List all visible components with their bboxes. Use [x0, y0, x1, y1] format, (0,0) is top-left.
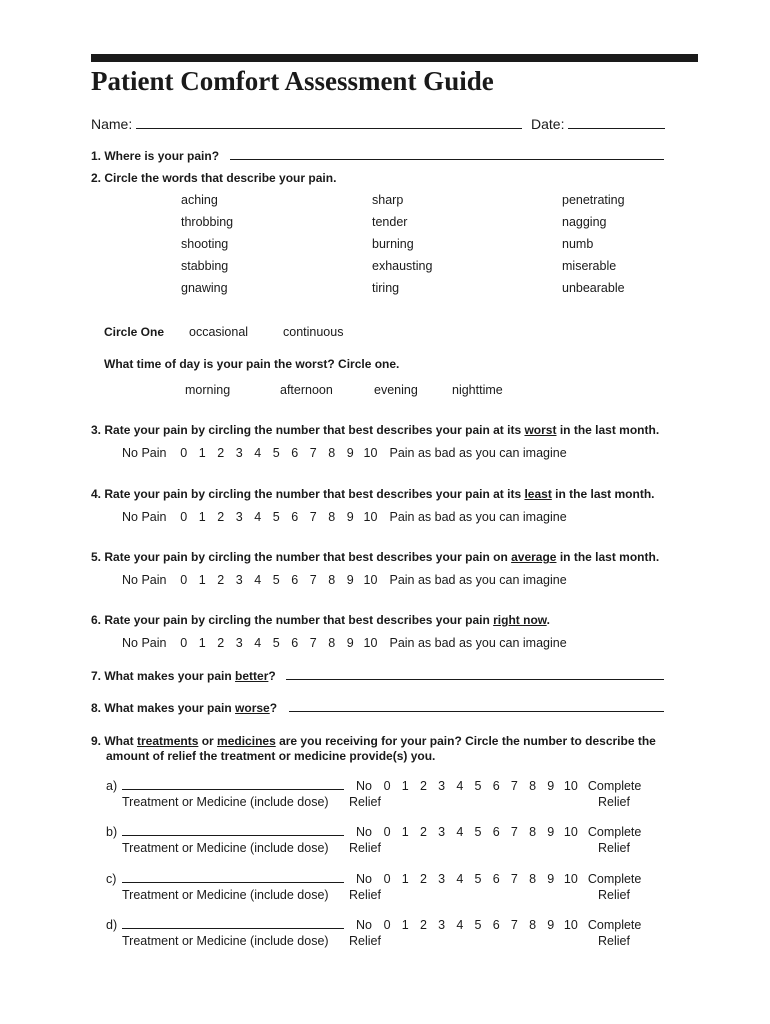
- rating-number: 3.: [91, 423, 102, 437]
- relief-complete-label: Complete: [587, 825, 642, 839]
- relief-left-label: Relief: [349, 795, 381, 809]
- scale-number[interactable]: 8: [328, 446, 336, 460]
- scale-number[interactable]: 1: [198, 573, 206, 587]
- relief-left-label: Relief: [349, 841, 381, 855]
- circle-one-label: Circle One: [104, 325, 165, 339]
- scale-number[interactable]: 4: [254, 510, 262, 524]
- scale-number[interactable]: 2: [217, 446, 225, 460]
- relief-number[interactable]: 6: [492, 872, 500, 886]
- rating-number: 6.: [91, 613, 102, 627]
- relief-complete-label: Complete: [587, 779, 642, 793]
- treatment-field[interactable]: [122, 835, 344, 836]
- relief-number[interactable]: 4: [456, 918, 464, 932]
- scale-number[interactable]: 5: [272, 446, 280, 460]
- rating-prefix: Rate your pain by circling the number that best describes your pain: [104, 613, 490, 627]
- relief-number[interactable]: 0: [383, 779, 391, 793]
- rating-scale: [122, 445, 567, 461]
- relief-number[interactable]: 3: [438, 918, 446, 932]
- relief-number[interactable]: 2: [419, 918, 427, 932]
- pain-location-field[interactable]: [230, 159, 664, 160]
- relief-number[interactable]: 0: [383, 825, 391, 839]
- rating-scale: [122, 509, 567, 525]
- rating-key: right now: [493, 613, 547, 627]
- scale-high-label: Pain as bad as you can imagine: [389, 510, 567, 524]
- pain-word[interactable]: miserable: [562, 259, 617, 273]
- option-continuous[interactable]: continuous: [283, 325, 344, 339]
- rating-question: [91, 422, 659, 438]
- worse-field[interactable]: [289, 711, 664, 712]
- pain-word[interactable]: burning: [372, 237, 414, 251]
- time-afternoon[interactable]: afternoon: [280, 383, 333, 397]
- scale-number[interactable]: 3: [235, 636, 243, 650]
- relief-number[interactable]: 8: [529, 872, 537, 886]
- relief-number[interactable]: 4: [456, 779, 464, 793]
- rating-suffix: .: [546, 613, 551, 627]
- relief-number[interactable]: 7: [510, 825, 518, 839]
- scale-number[interactable]: 2: [217, 573, 225, 587]
- scale-number[interactable]: 4: [254, 636, 262, 650]
- pain-word[interactable]: gnawing: [181, 281, 228, 295]
- relief-scale: [356, 871, 641, 887]
- relief-number[interactable]: 9: [547, 872, 555, 886]
- relief-no-label: No: [356, 872, 372, 886]
- relief-no-label: No: [356, 779, 372, 793]
- pain-word[interactable]: nagging: [562, 215, 607, 229]
- relief-scale: [356, 917, 641, 933]
- relief-scale: [356, 824, 641, 840]
- scale-number[interactable]: 4: [254, 573, 262, 587]
- relief-number[interactable]: 3: [438, 779, 446, 793]
- scale-number[interactable]: 8: [328, 636, 336, 650]
- relief-number[interactable]: 5: [474, 872, 482, 886]
- pain-word[interactable]: tender: [372, 215, 408, 229]
- treatment-letter: c): [106, 872, 117, 886]
- scale-number[interactable]: 4: [254, 446, 262, 460]
- relief-number[interactable]: 10: [563, 872, 578, 886]
- scale-number[interactable]: 3: [235, 510, 243, 524]
- relief-right-label: Relief: [598, 888, 630, 902]
- scale-number[interactable]: 10: [363, 636, 378, 650]
- time-nighttime[interactable]: nighttime: [452, 383, 503, 397]
- scale-number[interactable]: 5: [272, 636, 280, 650]
- rating-number: 4.: [91, 487, 102, 501]
- scale-number[interactable]: 9: [346, 446, 354, 460]
- relief-number[interactable]: 3: [438, 825, 446, 839]
- rating-mid: at its: [489, 423, 525, 437]
- relief-number[interactable]: 5: [474, 918, 482, 932]
- relief-number[interactable]: 7: [510, 779, 518, 793]
- treatment-sublabel: Treatment or Medicine (include dose): [122, 934, 329, 948]
- relief-number[interactable]: 1: [401, 872, 409, 886]
- relief-number[interactable]: 4: [456, 872, 464, 886]
- pain-word[interactable]: sharp: [372, 193, 404, 207]
- rating-key: least: [524, 487, 552, 501]
- treatment-letter: b): [106, 825, 118, 839]
- scale-low-label: No Pain: [122, 510, 167, 524]
- scale-number[interactable]: 7: [309, 446, 317, 460]
- pain-word[interactable]: unbearable: [562, 281, 625, 295]
- scale-number[interactable]: 7: [309, 573, 317, 587]
- relief-number[interactable]: 6: [492, 779, 500, 793]
- relief-number[interactable]: 5: [474, 825, 482, 839]
- name-label: Name:: [91, 116, 133, 132]
- relief-number[interactable]: 10: [563, 779, 578, 793]
- relief-number[interactable]: 7: [510, 872, 518, 886]
- rating-question: [91, 549, 659, 565]
- scale-number[interactable]: 8: [328, 510, 336, 524]
- treatment-letter: d): [106, 918, 118, 932]
- relief-right-label: Relief: [598, 841, 630, 855]
- relief-number[interactable]: 1: [401, 825, 409, 839]
- treatment-field[interactable]: [122, 928, 344, 929]
- pain-word[interactable]: numb: [562, 237, 594, 251]
- scale-number[interactable]: 7: [309, 636, 317, 650]
- scale-number[interactable]: 2: [217, 636, 225, 650]
- rating-suffix: in the last month.: [551, 487, 655, 501]
- relief-no-label: No: [356, 918, 372, 932]
- scale-number[interactable]: 6: [291, 510, 299, 524]
- rating-number: 5.: [91, 550, 102, 564]
- question-9: 9. What treatments or medicines are you receiving for your pain? Circle the number to describe the: [91, 734, 656, 748]
- scale-number[interactable]: 9: [346, 636, 354, 650]
- rating-prefix: Rate your pain by circling the number that best describes your pain: [104, 550, 490, 564]
- rating-mid: on: [489, 550, 512, 564]
- question-7: 7. What makes your pain better?: [91, 669, 276, 683]
- scale-number[interactable]: 10: [363, 510, 378, 524]
- time-question: What time of day is your pain the worst? Circle one.: [104, 357, 400, 371]
- scale-number[interactable]: 2: [217, 510, 225, 524]
- date-field[interactable]: [568, 128, 665, 129]
- relief-number[interactable]: 2: [419, 872, 427, 886]
- treatment-letter: a): [106, 779, 118, 793]
- treatment-sublabel: Treatment or Medicine (include dose): [122, 888, 329, 902]
- scale-number[interactable]: 10: [363, 573, 378, 587]
- rating-prefix: Rate your pain by circling the number that best describes your pain: [104, 487, 490, 501]
- scale-high-label: Pain as bad as you can imagine: [389, 636, 567, 650]
- scale-number[interactable]: 1: [198, 636, 206, 650]
- relief-no-label: No: [356, 825, 372, 839]
- relief-number[interactable]: 0: [383, 872, 391, 886]
- scale-high-label: Pain as bad as you can imagine: [389, 446, 567, 460]
- question-2: 2. Circle the words that describe your pain.: [91, 171, 337, 185]
- relief-number[interactable]: 1: [401, 779, 409, 793]
- scale-number[interactable]: 0: [180, 446, 188, 460]
- treatment-field[interactable]: [122, 882, 344, 883]
- relief-number[interactable]: 1: [401, 918, 409, 932]
- rating-suffix: in the last month.: [556, 423, 660, 437]
- relief-complete-label: Complete: [587, 872, 642, 886]
- page-title: Patient Comfort Assessment Guide: [91, 66, 494, 96]
- header-rule: [91, 54, 698, 62]
- relief-number[interactable]: 8: [529, 825, 537, 839]
- date-label: Date:: [531, 116, 565, 132]
- relief-number[interactable]: 6: [492, 825, 500, 839]
- scale-number[interactable]: 1: [198, 446, 206, 460]
- relief-right-label: Relief: [598, 934, 630, 948]
- rating-key: average: [511, 550, 557, 564]
- scale-number[interactable]: 0: [180, 573, 188, 587]
- scale-low-label: No Pain: [122, 636, 167, 650]
- relief-number[interactable]: 8: [529, 779, 537, 793]
- relief-number[interactable]: 9: [547, 918, 555, 932]
- relief-number[interactable]: 2: [419, 779, 427, 793]
- scale-number[interactable]: 6: [291, 573, 299, 587]
- relief-number[interactable]: 9: [547, 779, 555, 793]
- pain-word[interactable]: aching: [181, 193, 218, 207]
- relief-scale: [356, 778, 641, 794]
- scale-number[interactable]: 5: [272, 573, 280, 587]
- rating-question: [91, 612, 550, 628]
- relief-number[interactable]: 7: [510, 918, 518, 932]
- relief-number[interactable]: 4: [456, 825, 464, 839]
- scale-number[interactable]: 0: [180, 510, 188, 524]
- rating-scale: [122, 572, 567, 588]
- time-morning[interactable]: morning: [185, 383, 231, 397]
- rating-key: worst: [524, 423, 557, 437]
- scale-number[interactable]: 9: [346, 510, 354, 524]
- pain-word[interactable]: penetrating: [562, 193, 625, 207]
- scale-number[interactable]: 0: [180, 636, 188, 650]
- pain-word[interactable]: shooting: [181, 237, 229, 251]
- scale-number[interactable]: 7: [309, 510, 317, 524]
- scale-number[interactable]: 9: [346, 573, 354, 587]
- treatment-sublabel: Treatment or Medicine (include dose): [122, 841, 329, 855]
- rating-mid: at its: [489, 487, 525, 501]
- relief-number[interactable]: 10: [563, 825, 578, 839]
- scale-low-label: No Pain: [122, 573, 167, 587]
- question-1: 1. Where is your pain?: [91, 149, 220, 163]
- rating-question: [91, 486, 655, 502]
- scale-number[interactable]: 3: [235, 573, 243, 587]
- relief-left-label: Relief: [349, 934, 381, 948]
- pain-word[interactable]: exhausting: [372, 259, 433, 273]
- option-occasional[interactable]: occasional: [189, 325, 249, 339]
- relief-number[interactable]: 9: [547, 825, 555, 839]
- better-field[interactable]: [286, 679, 664, 680]
- relief-number[interactable]: 5: [474, 779, 482, 793]
- scale-high-label: Pain as bad as you can imagine: [389, 573, 567, 587]
- pain-word[interactable]: throbbing: [181, 215, 234, 229]
- pain-word[interactable]: tiring: [372, 281, 400, 295]
- name-field[interactable]: [136, 128, 522, 129]
- relief-left-label: Relief: [349, 888, 381, 902]
- scale-number[interactable]: 10: [363, 446, 378, 460]
- pain-word[interactable]: stabbing: [181, 259, 229, 273]
- scale-number[interactable]: 1: [198, 510, 206, 524]
- rating-suffix: in the last month.: [556, 550, 660, 564]
- question-9-line-2: amount of relief the treatment or medicine provide(s) you.: [106, 749, 436, 763]
- scale-number[interactable]: 6: [291, 446, 299, 460]
- scale-low-label: No Pain: [122, 446, 167, 460]
- scale-number[interactable]: 5: [272, 510, 280, 524]
- treatment-field[interactable]: [122, 789, 344, 790]
- treatment-sublabel: Treatment or Medicine (include dose): [122, 795, 329, 809]
- relief-number[interactable]: 6: [492, 918, 500, 932]
- scale-number[interactable]: 6: [291, 636, 299, 650]
- relief-right-label: Relief: [598, 795, 630, 809]
- scale-number[interactable]: 3: [235, 446, 243, 460]
- relief-number[interactable]: 3: [438, 872, 446, 886]
- question-8: 8. What makes your pain worse?: [91, 701, 278, 715]
- scale-number[interactable]: 8: [328, 573, 336, 587]
- relief-number[interactable]: 10: [563, 918, 578, 932]
- relief-number[interactable]: 8: [529, 918, 537, 932]
- rating-prefix: Rate your pain by circling the number that best describes your pain: [104, 423, 490, 437]
- relief-complete-label: Complete: [587, 918, 642, 932]
- relief-number[interactable]: 0: [383, 918, 391, 932]
- time-evening[interactable]: evening: [374, 383, 418, 397]
- relief-number[interactable]: 2: [419, 825, 427, 839]
- rating-scale: [122, 635, 567, 651]
